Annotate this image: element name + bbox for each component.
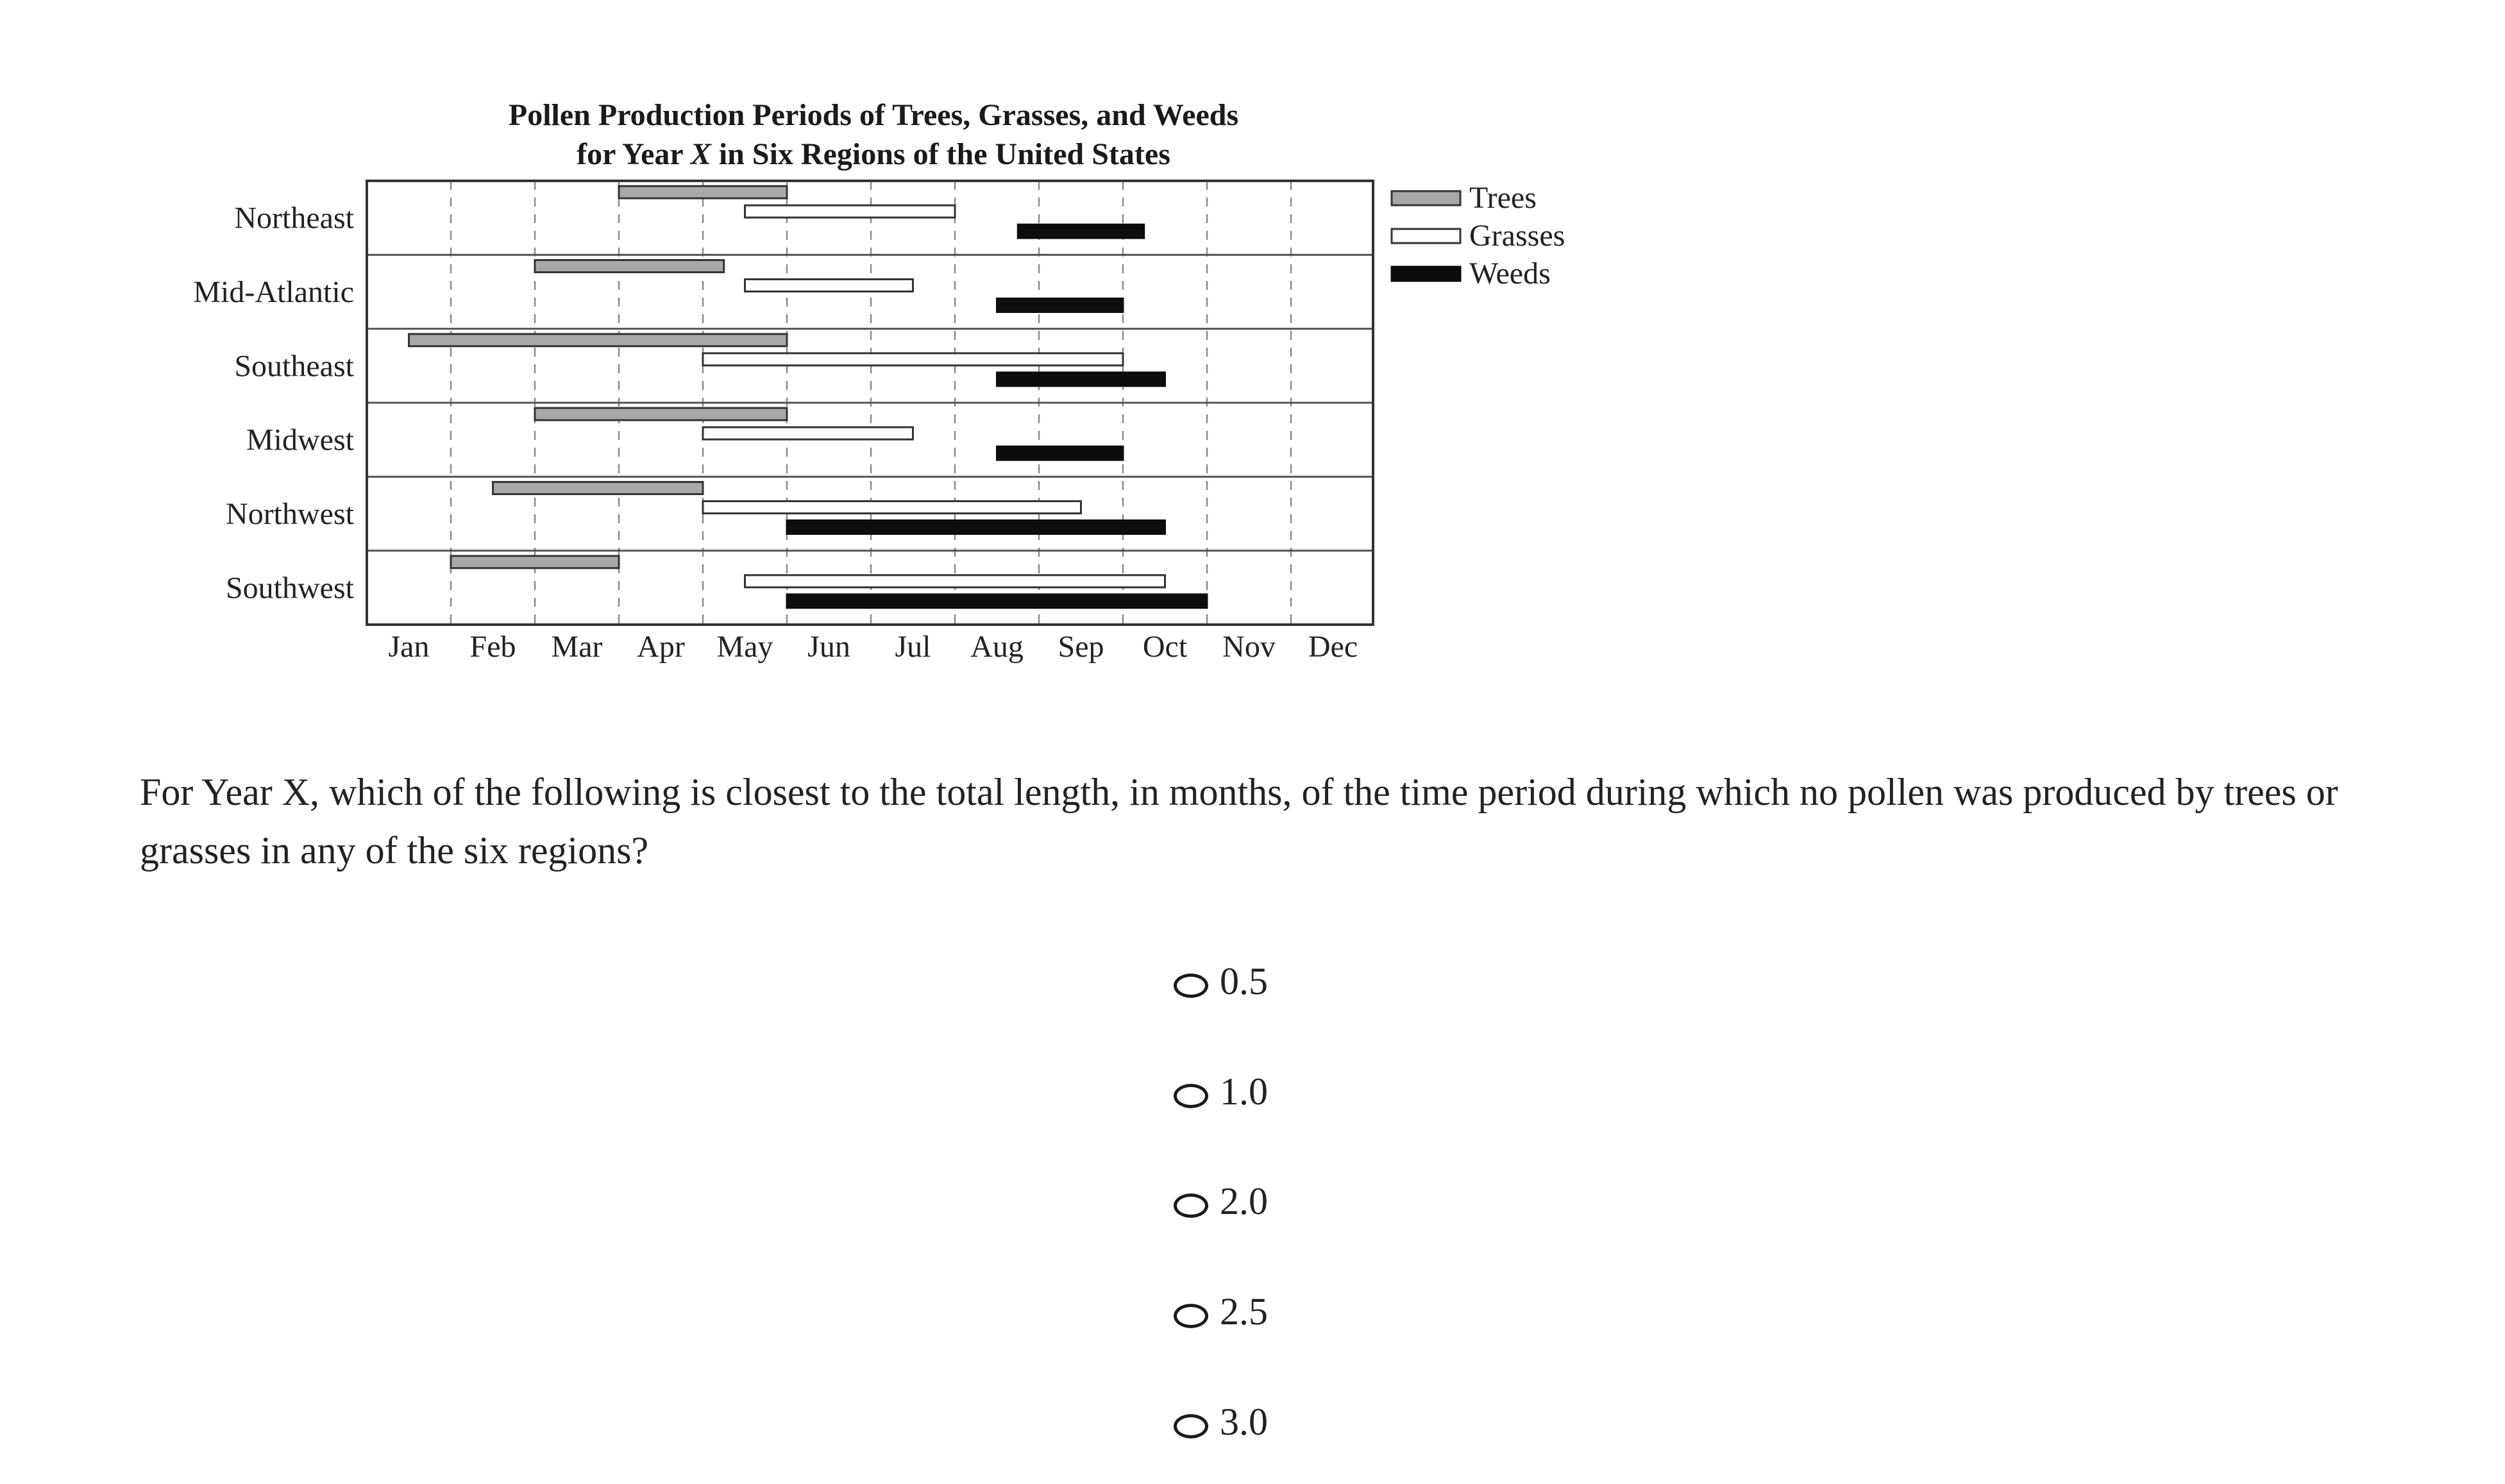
legend-label-grasses: Grasses [1469, 219, 1565, 253]
bar-grasses [703, 502, 1081, 514]
bar-trees [619, 186, 787, 198]
choice-2-5[interactable] [1174, 1286, 1268, 1337]
x-tick-label: May [716, 630, 773, 664]
bar-grasses [745, 205, 956, 217]
region-label: Northwest [226, 497, 354, 531]
bar-weeds [787, 594, 1207, 608]
legend-label-trees: Trees [1469, 181, 1537, 215]
question-text: For Year X, which of the following is closest to the total length, in months, of the time period during which no pollen was produced by trees or grasses in any of the six regions? [140, 771, 2338, 872]
x-tick-label: Jan [388, 630, 430, 664]
x-tick-label: Aug [970, 630, 1024, 664]
bars [409, 186, 1208, 608]
x-tick-label: Oct [1142, 630, 1188, 664]
choice-0-5[interactable] [1174, 956, 1268, 1007]
radio-button-icon[interactable] [1174, 1193, 1208, 1218]
x-tick-label: Feb [469, 630, 516, 664]
choice-label: 3.0 [1220, 1400, 1268, 1443]
chart-title: Pollen Production Periods of Trees, Grasses, and Weeds [508, 98, 1239, 132]
pollen-chart [0, 0, 2505, 705]
choice-label: 2.0 [1220, 1179, 1268, 1222]
region-label: Northeast [234, 201, 354, 235]
bar-weeds [1018, 224, 1144, 238]
radio-button-icon[interactable] [1174, 974, 1208, 998]
bar-weeds [787, 521, 1165, 534]
bar-grasses [703, 427, 913, 439]
bar-grasses [703, 353, 1123, 366]
choice-2-0[interactable] [1174, 1176, 1268, 1227]
bar-weeds [997, 373, 1165, 386]
bar-trees [451, 556, 619, 568]
region-label: Midwest [246, 423, 354, 457]
x-tick-label: Apr [637, 630, 685, 664]
month-labels [389, 630, 1358, 664]
x-tick-label: Dec [1308, 630, 1358, 664]
choice-3-0[interactable] [1174, 1396, 1268, 1447]
legend-swatch-grasses [1392, 229, 1460, 243]
x-tick-label: Jul [895, 630, 931, 664]
legend-swatch-weeds [1392, 267, 1460, 281]
choice-label: 0.5 [1220, 959, 1268, 1002]
x-tick-label: Nov [1222, 630, 1276, 664]
region-label: Southeast [234, 349, 354, 384]
bar-grasses [745, 575, 1165, 587]
region-label: Mid-Atlantic [193, 275, 354, 309]
bar-trees [535, 260, 724, 273]
legend-label-weeds: Weeds [1469, 257, 1551, 291]
region-label: Southwest [225, 571, 354, 605]
legend-swatch-trees [1392, 191, 1460, 205]
bar-trees [409, 334, 788, 346]
bar-trees [535, 408, 787, 420]
x-tick-label: Jun [807, 630, 850, 664]
bar-trees [493, 482, 704, 494]
region-labels [193, 201, 354, 605]
bar-grasses [745, 280, 913, 292]
legend [1392, 181, 1565, 291]
radio-button-icon[interactable] [1174, 1084, 1208, 1108]
bar-weeds [997, 446, 1124, 460]
choice-label: 2.5 [1220, 1290, 1268, 1333]
choice-1-0[interactable] [1174, 1066, 1268, 1117]
radio-button-icon[interactable] [1174, 1304, 1208, 1328]
chart-subtitle: for Year X in Six Regions of the United States [577, 137, 1170, 171]
x-tick-label: Mar [551, 630, 603, 664]
radio-button-icon[interactable] [1174, 1414, 1208, 1438]
choice-label: 1.0 [1220, 1070, 1268, 1113]
x-tick-label: Sep [1058, 630, 1104, 664]
bar-weeds [997, 299, 1124, 312]
